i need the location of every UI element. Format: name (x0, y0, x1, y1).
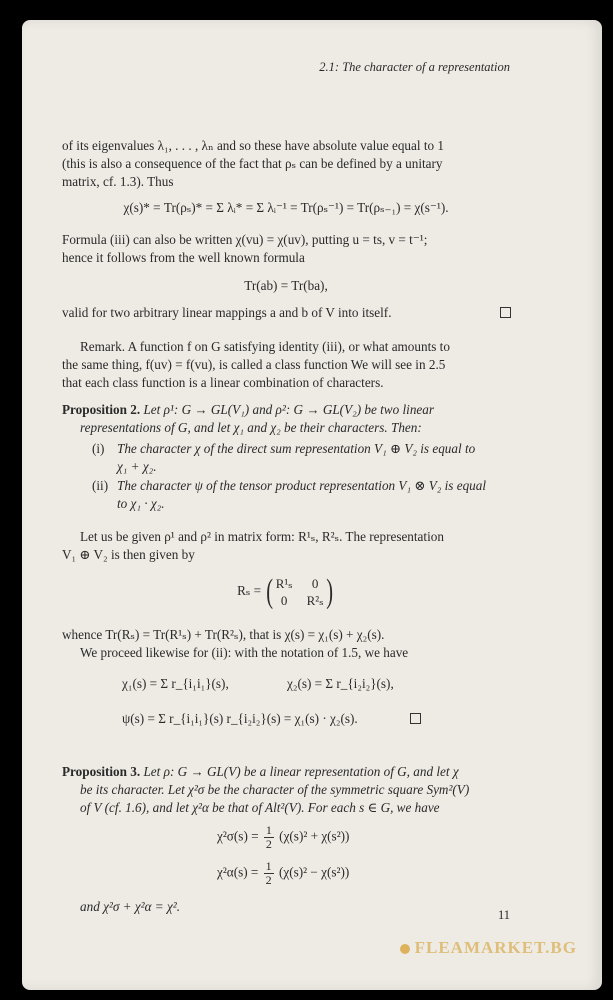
proposition-3 (62, 763, 510, 817)
equation-block-matrix (22, 575, 550, 609)
paragraph-eigenvalues (62, 137, 510, 191)
book-page (22, 20, 602, 990)
running-head: 2.1: The character of a representation (319, 60, 510, 74)
watermark-logo: FLEAMARKET.BG (400, 938, 577, 958)
text-line: Remark. A function f on G satisfying identity (iii), or what amounts to (80, 339, 450, 354)
text-line: We proceed likewise for (ii): with the notation of 1.5, we have (80, 645, 409, 660)
text-line: Let ρ¹: G → GL(V₁) and ρ²: G → GL(V₂) be two linear (143, 402, 434, 417)
text-line: the same thing, f(uv) = f(vu), is called a class function We will see in 2.5 (62, 357, 446, 372)
paragraph-formula-iii (62, 231, 510, 267)
page-number: 11 (497, 908, 510, 922)
text-line: hence it follows from the well known formula (62, 250, 305, 265)
text-line: Let ρ: G → GL(V) be a linear representation of G, and let χ (143, 764, 459, 779)
paragraph-valid: valid for two arbitrary linear mappings a and b of V into itself. (62, 305, 392, 320)
paragraph-whence (62, 626, 510, 662)
matrix-entry: R¹ₛ (275, 575, 293, 591)
equation-lhs: χ²σ(s) = (217, 828, 259, 844)
proposition-2 (62, 401, 510, 437)
list-label: (i) (92, 441, 105, 456)
text-line: to χ₁ · χ₂. (117, 496, 165, 511)
text-line: Formula (iii) can also be written χ(vu) = χ(uv), putting u = ts, v = t⁻¹; (62, 232, 428, 247)
closing-identity: and χ²σ + χ²α = χ². (80, 899, 181, 914)
equation-symmetric-square (217, 824, 477, 851)
text-line: The character ψ of the tensor product representation V₁ ⊗ V₂ is equal (117, 478, 487, 493)
equation-rhs: (χ(s)² − χ(s²)) (278, 864, 350, 880)
proposition-heading: Proposition 3. (62, 764, 141, 779)
text-line: be its character. Let χ²σ be the character of the symmetric square Sym²(V) (80, 782, 470, 797)
matrix-entry: R²ₛ (306, 592, 324, 608)
matrix-entry: 0 (311, 575, 319, 591)
text-line: V₁ ⊕ V₂ is then given by (62, 547, 195, 562)
text-line: of its eigenvalues λ₁, . . . , λₙ and so these have absolute value equal to 1 (62, 138, 444, 153)
text-line: of V (cf. 1.6), and let χ²α be that of Alt²(V). For each s ∈ G, we have (80, 800, 440, 815)
text-line: Let us be given ρ¹ and ρ² in matrix form: R¹ₛ, R²ₛ. The representation (80, 529, 444, 544)
equation-alternating-square (217, 860, 477, 887)
qed-square (410, 713, 421, 724)
equation-lhs: Rₛ = (237, 583, 262, 599)
equation-conjugate-character: χ(s)* = Tr(ρₛ)* = Σ λᵢ* = Σ λᵢ⁻¹ = Tr(ρₛ⁻¹) = Tr(ρₛ₋₁) = χ(s⁻¹). (123, 200, 449, 215)
equation-chi2: χ₂(s) = Σ r_{i₂i₂}(s), (287, 676, 394, 691)
equation-chi1: χ₁(s) = Σ r_{i₁i₁}(s), (122, 676, 229, 691)
text-line: The character χ of the direct sum representation V₁ ⊕ V₂ is equal to (117, 441, 476, 456)
equation-psi: ψ(s) = Σ r_{i₁i₁}(s) r_{i₂i₂}(s) = χ₁(s) · χ₂(s). (122, 711, 358, 726)
matrix-entry: 0 (280, 592, 288, 608)
qed-square (500, 307, 511, 318)
text-line: matrix, cf. 1.3). Thus (62, 174, 174, 189)
text-line: that each class function is a linear combination of characters. (62, 375, 384, 390)
proposition-heading: Proposition 2. (62, 402, 141, 417)
equation-rhs: (χ(s)² + χ(s²)) (279, 828, 350, 844)
list-label: (ii) (92, 478, 109, 493)
text-line: (this is also a consequence of the fact that ρₛ can be defined by a unitary (62, 156, 443, 171)
block-matrix: ( R¹ₛ 0 0 R²ₛ ) (266, 573, 333, 610)
fraction-half: $\frac{1}{2}$ (265, 823, 272, 851)
paragraph-matrix-form (62, 528, 510, 564)
text-line: whence Tr(Rₛ) = Tr(R¹ₛ) + Tr(R²ₛ), that is χ(s) = χ₁(s) + χ₂(s). (62, 627, 385, 642)
text-line: representations of G, and let χ₁ and χ₂ be their characters. Then: (80, 420, 422, 435)
equation-trace-commute: Tr(ab) = Tr(ba), (244, 278, 328, 293)
equation-lhs: χ²α(s) = (217, 864, 259, 880)
remark-paragraph (62, 338, 510, 392)
text-line: χ₁ + χ₂. (117, 459, 157, 474)
fraction-half: $\frac{1}{2}$ (265, 859, 272, 887)
